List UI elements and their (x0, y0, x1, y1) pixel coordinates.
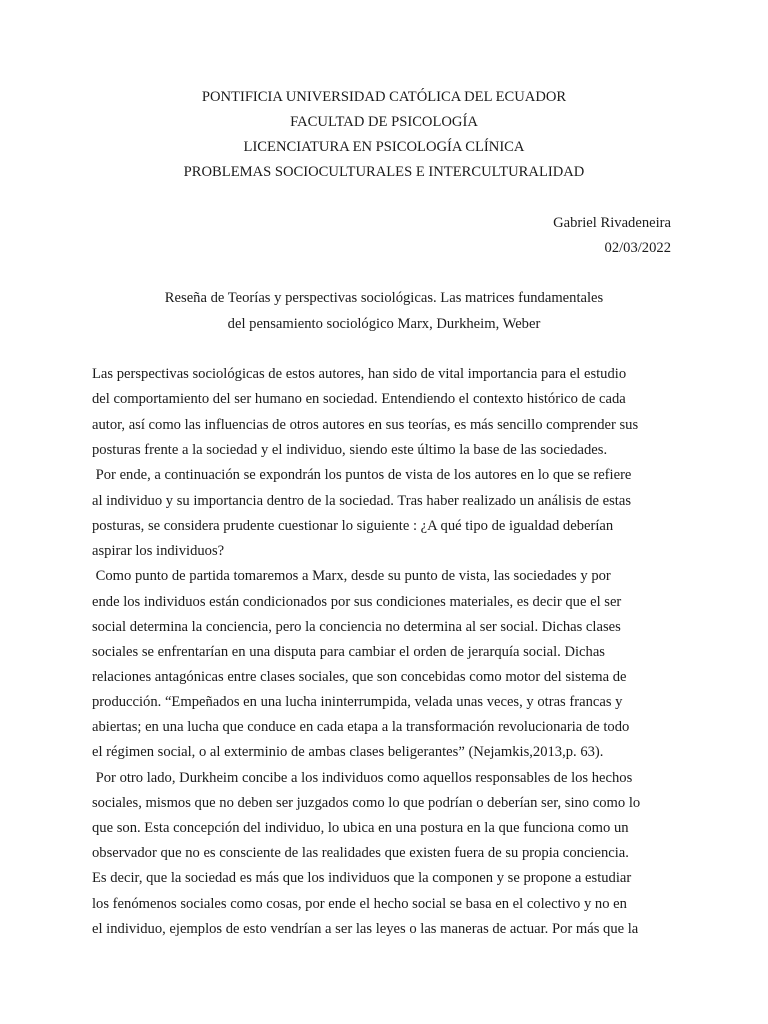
body-line: sociales se enfrentarían en una disputa para cambiar el orden de jerarquía social. Dichas (92, 644, 605, 660)
body-line: relaciones antagónicas entre clases sociales, que son concebidas como motor del sistema de (92, 669, 627, 685)
body-line: el régimen social, o al exterminio de ambas clases beligerantes” (Nejamkis,2013,p. 63). (92, 744, 604, 760)
body-line: al individuo y su importancia dentro de la sociedad. Tras haber realizado un análisis de estas (92, 493, 632, 509)
body-line: Como punto de partida tomaremos a Marx, desde su punto de vista, las sociedades y por (92, 568, 611, 584)
body-line: el individuo, ejemplos de esto vendrían a ser las leyes o las maneras de actuar. Por más que la (92, 921, 639, 937)
body-line: posturas, se considera prudente cuestionar lo siguiente : ¿A qué tipo de igualdad deberían (92, 518, 614, 534)
body-line: producción. “Empeñados en una lucha ininterrumpida, velada unas veces, y otras francas y (92, 694, 623, 710)
header-line-degree: LICENCIATURA EN PSICOLOGÍA CLÍNICA (243, 139, 525, 155)
body-line: aspirar los individuos? (92, 543, 225, 559)
author-name: Gabriel Rivadeneira (553, 215, 671, 231)
body-line: posturas frente a la sociedad y el individuo, siendo este último la base de las sociedades. (92, 442, 608, 458)
body-line: social determina la conciencia, pero la conciencia no determina al ser social. Dichas clases (92, 619, 621, 635)
title-line-2: del pensamiento sociológico Marx, Durkheim, Weber (227, 316, 541, 332)
body-line: Las perspectivas sociológicas de estos autores, han sido de vital importancia para el estudio (92, 366, 627, 382)
header-line-university: PONTIFICIA UNIVERSIDAD CATÓLICA DEL ECUADOR (201, 89, 567, 105)
body-line: abiertas; en una lucha que conduce en cada etapa a la transformación revolucionaria de todo (92, 719, 630, 735)
body-line: autor, así como las influencias de otros autores en sus teorías, es más sencillo comprender sus (92, 417, 639, 433)
body-line: Por ende, a continuación se expondrán los puntos de vista de los autores en lo que se refiere (92, 467, 632, 483)
body-line: Es decir, que la sociedad es más que los individuos que la componen y se propone a estudiar (92, 870, 632, 886)
body-line: que son. Esta concepción del individuo, lo ubica en una postura en la que funciona como un (92, 820, 629, 836)
body-line: sociales, mismos que no deben ser juzgados como lo que podrían o deberían ser, sino como lo (92, 795, 641, 811)
header-line-course: PROBLEMAS SOCIOCULTURALES E INTERCULTURALIDAD (183, 164, 585, 180)
body-line: los fenómenos sociales como cosas, por ende el hecho social se basa en el colectivo y no en (92, 896, 627, 912)
body-line: del comportamiento del ser humano en sociedad. Entendiendo el contexto histórico de cada (92, 391, 626, 407)
body-line: ende los individuos están condicionados por sus condiciones materiales, es decir que el ser (92, 594, 622, 610)
document-date: 02/03/2022 (604, 240, 671, 256)
header-line-faculty: FACULTAD DE PSICOLOGÍA (290, 114, 478, 130)
title-line-1: Reseña de Teorías y perspectivas sociológicas. Las matrices fundamentales (164, 290, 604, 306)
body-line: observador que no es consciente de las realidades que existen fuera de su propia conciencia. (92, 845, 629, 861)
body-line: Por otro lado, Durkheim concibe a los individuos como aquellos responsables de los hechos (92, 770, 633, 786)
